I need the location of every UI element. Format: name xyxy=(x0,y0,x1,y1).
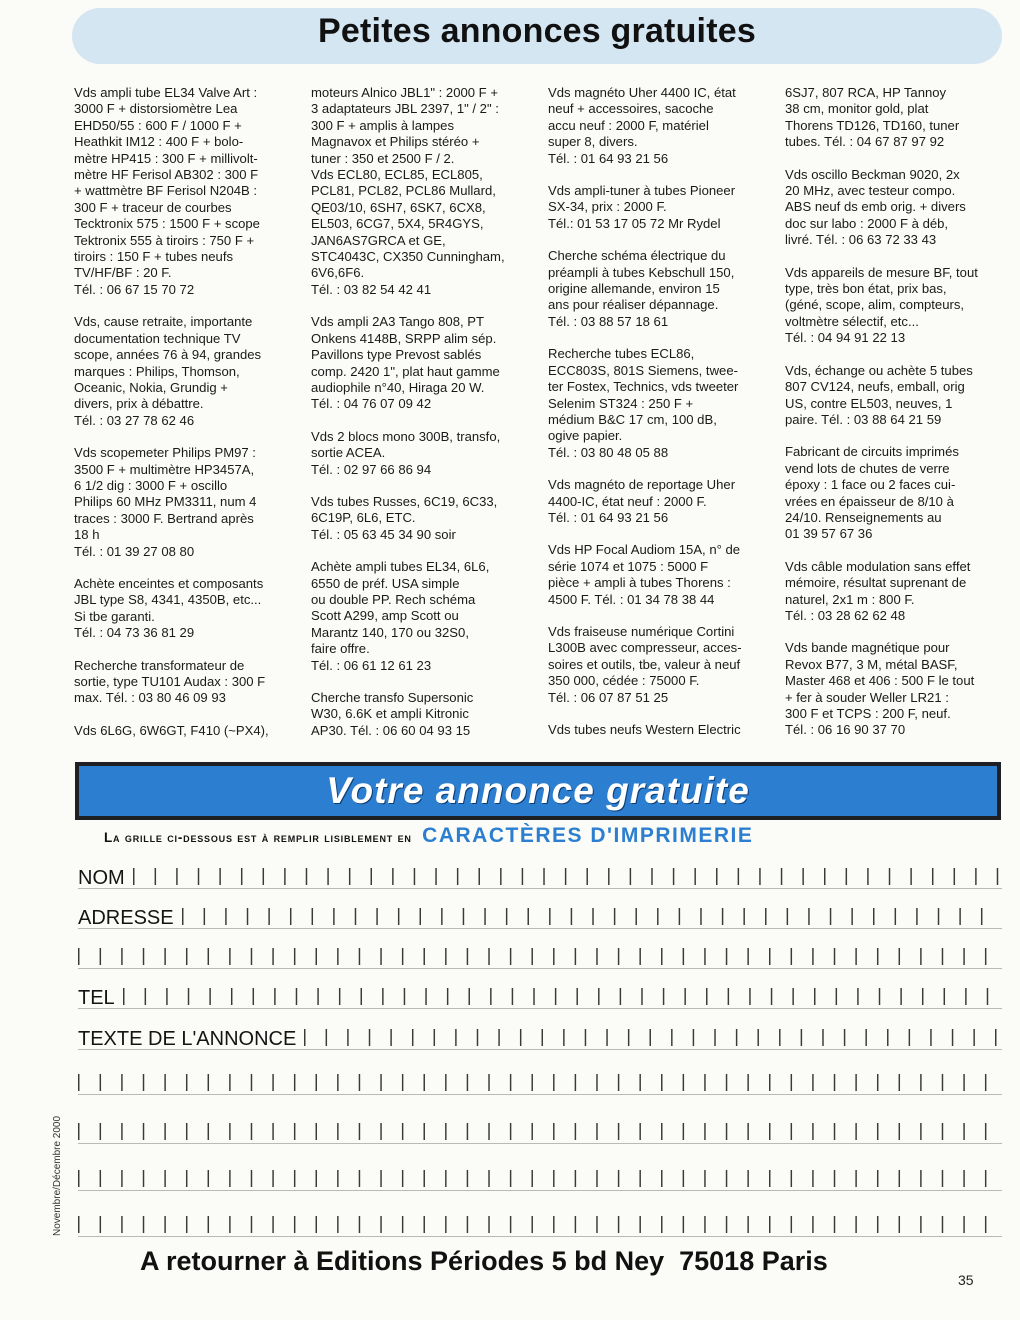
texte-input-grid[interactable] xyxy=(304,1029,1002,1046)
field-row-adresse-continued xyxy=(78,942,1002,969)
field-label-nom: NOM xyxy=(78,867,125,889)
classified-ad: Recherche tubes ECL86, ECC803S, 801S Siemens, twee- ter Fostex, Technics, vds tweeter Selenim ST324 : 250 F + médium B&C 17 cm, 100 dB, ogive papier. Tél. : 03 80 48 05 88 xyxy=(548,346,739,460)
classified-ad: Vds ampli tube EL34 Valve Art : 3000 F + distorsiomètre Lea EHD50/55 : 600 F / 1000 F + Heathkit IM12 : 400 F + bolo- mètre HP415 : 300 F + millivolt- mètre HF Ferisol AB302 : 300 F + wattmètre BF Ferisol N204B : 300 F + traceur de courbes Tecktronix 575 : 1500 F + scope Tektronix 555 à tiroirs : 750 F + tiroirs : 150 F + tubes neufs TV/HF/BF : 20 F. Tél. : 06 67 15 70 72 xyxy=(74,85,260,297)
classified-ad: Vds oscillo Beckman 9020, 2x 20 MHz, avec testeur compo. ABS neuf ds emb orig. + divers doc sur labo : 2000 F à déb, livré. Tél. : 06 63 72 33 43 xyxy=(785,166,966,248)
form-banner-panel xyxy=(79,766,997,816)
classified-ad: moteurs Alnico JBL1" : 2000 F + 3 adaptateurs JBL 2397, 1" / 2" : 300 F + amplis à lampes Magnavox et Philips stéréo + tuner : 350 et 2500 F / 2. Vds ECL80, ECL85, ECL805, PCL81, PCL82, PCL86 Mullard, QE03/10, 6SH7, 6SK7, 6CX8, EL503, 6CG7, 5X4, 5R4GYS, JAN6AS7GRCA et GE, STC4043C, CX350 Cunningham, 6V6,6F6. Tél. : 03 82 54 42 41 xyxy=(311,85,505,297)
column-3 xyxy=(548,85,785,745)
instruction-accent: CARACTÈRES D'IMPRIMERIE xyxy=(422,824,754,847)
classified-ad: Vds magnéto de reportage Uher 4400-IC, état neuf : 2000 F. Tél. : 01 64 93 21 56 xyxy=(548,477,736,525)
form-banner xyxy=(75,762,1001,820)
instruction-text: La grille ci-dessous est à remplir lisiblement en xyxy=(104,830,412,845)
classified-ad: Achète ampli tubes EL34, 6L6, 6550 de préf. USA simple ou double PP. Rech schéma Scott A299, amp Scott ou Marantz 140, 170 ou 32S0, faire offre. Tél. : 06 61 12 61 23 xyxy=(311,559,490,673)
classified-ad: Vds appareils de mesure BF, tout type, très bon état, prix bas, (géné, scope, alim, compteurs, voltmètre sélectif, etc... Tél. : 04 94 91 22 13 xyxy=(785,264,978,346)
classified-ad: Fabricant de circuits imprimés vend lots de chutes de verre époxy : 1 face ou 2 faces cui- vrées en épaisseur de 8/10 à 24/10. Renseignements au 01 39 57 67 36 xyxy=(785,444,959,542)
classified-ad: Vds ampli-tuner à tubes Pioneer SX-34, prix : 2000 F. Tél.: 01 53 17 05 72 Mr Rydel xyxy=(548,183,736,231)
texte-input-grid-line-4[interactable] xyxy=(78,1170,1002,1187)
field-row-texte-line-2 xyxy=(78,1068,1002,1095)
classified-ad: Vds tubes neufs Western Electric xyxy=(548,722,741,737)
classified-ad: Vds 6L6G, 6W6GT, F410 (~PX4), xyxy=(74,722,269,738)
classified-ad: Cherche schéma électrique du préampli à tubes Kebschull 150, origine allemande, environ 15 ans pour réaliser dépannage. Tél. : 03 88 57 18 61 xyxy=(548,248,735,329)
page-title: Petites annonces gratuites xyxy=(318,12,756,50)
column-2 xyxy=(311,85,548,745)
classified-ad: Vds bande magnétique pour Revox B77, 3 M, métal BASF, Master 468 et 406 : 500 F le tout + fer à souder Weller LR21 : 300 F et TCPS : 200 F, neuf. Tél. : 06 16 90 37 70 xyxy=(785,640,975,738)
classified-ad: Achète enceintes et composants JBL type S8, 4341, 4350B, etc... Si tbe garanti. Tél. : 04 73 36 81 29 xyxy=(74,575,264,641)
classified-ad: Vds scopemeter Philips PM97 : 3500 F + multimètre HP3457A, 6 1/2 dig : 3000 F + oscillo Philips 60 MHz PM3311, num 4 traces : 3000 F. Bertrand après 18 h Tél. : 01 39 27 08 80 xyxy=(74,445,257,559)
issue-date: Novembre/Décembre 2000 xyxy=(52,1115,63,1236)
texte-input-grid-line-5[interactable] xyxy=(78,1216,1002,1233)
field-label-texte: TEXTE DE L'ANNONCE xyxy=(78,1028,297,1050)
classifieds-columns xyxy=(74,85,1002,745)
classified-ad: Vds câble modulation sans effet mémoire, résultat suprenant de naturel, 2x1 m : 800 F. Tél. : 03 28 62 62 48 xyxy=(785,558,971,623)
field-label-tel: TEL xyxy=(78,987,115,1009)
classified-ad: Vds magnéto Uher 4400 IC, état neuf + accessoires, sacoche accu neuf : 2000 F, matériel super 8, divers. Tél. : 01 64 93 21 56 xyxy=(548,85,736,166)
classified-ad: Cherche transfo Supersonic W30, 6.6K et ampli Kitronic AP30. Tél. : 06 60 04 93 15 xyxy=(311,690,474,738)
return-address: A retourner à Editions Périodes 5 bd Ney 75018 Paris xyxy=(140,1246,828,1276)
classified-ad: Vds tubes Russes, 6C19, 6C33, 6C19P, 6L6, ETC. Tél. : 05 63 45 34 90 soir xyxy=(311,493,498,542)
adresse-input-grid-line-2[interactable] xyxy=(78,948,1002,965)
tel-input-grid[interactable] xyxy=(123,988,1002,1005)
classified-ad: Vds ampli 2A3 Tango 808, PT Onkens 4148B, SRPP alim sép. Pavillons type Prevost sablés comp. 2420 1", plat haut gamme audiophile n°40, Hiraga 20 W. Tél. : 04 76 07 09 42 xyxy=(311,314,500,412)
adresse-input-grid[interactable] xyxy=(182,908,1002,925)
field-row-texte-line-3 xyxy=(78,1117,1002,1144)
field-label-adresse: ADRESSE xyxy=(78,907,174,929)
form-instructions xyxy=(104,824,1004,848)
field-row-texte-line-4 xyxy=(78,1164,1002,1191)
field-row-nom xyxy=(78,862,1002,889)
field-row-texte xyxy=(78,1023,1002,1050)
classified-ad: Recherche transformateur de sortie, type TU101 Audax : 300 F max. Tél. : 03 80 46 09 93 xyxy=(74,657,266,706)
page-number: 35 xyxy=(958,1272,974,1288)
column-1 xyxy=(74,85,311,745)
field-row-adresse xyxy=(78,902,1002,929)
field-row-tel xyxy=(78,982,1002,1009)
classified-ad: Vds, cause retraite, importante documentation technique TV scope, années 76 à 94, grandes marques : Philips, Thomson, Oceanic, Nokia, Grundig + divers, prix à débattre. Tél. : 03 27 78 62 46 xyxy=(74,314,262,428)
nom-input-grid[interactable] xyxy=(133,868,1002,885)
column-4 xyxy=(785,85,1020,745)
classified-ad: Vds, échange ou achète 5 tubes 807 CV124, neufs, emball, orig US, contre EL503, neuves, 1 paire. Tél. : 03 88 64 21 59 xyxy=(785,362,973,427)
field-row-texte-line-5 xyxy=(78,1210,1002,1237)
classified-ad: Vds HP Focal Audiom 15A, n° de série 1074 et 1075 : 5000 F pièce + ampli à tubes Thorens : 4500 F. Tél. : 01 34 78 38 44 xyxy=(548,542,741,607)
classified-ad: Vds fraiseuse numérique Cortini L300B avec compresseur, acces- soires et outils, tbe, valeur à neuf 350 000, cédée : 75000 F. Tél. : 06 07 87 51 25 xyxy=(548,623,742,705)
texte-input-grid-line-2[interactable] xyxy=(78,1074,1002,1091)
classified-ad: 6SJ7, 807 RCA, HP Tannoy 38 cm, monitor gold, plat Thorens TD126, TD160, tuner tubes. Tél. : 04 67 87 97 92 xyxy=(785,85,960,150)
classified-ad: Vds 2 blocs mono 300B, transfo, sortie ACEA. Tél. : 02 97 66 86 94 xyxy=(311,428,501,477)
texte-input-grid-line-3[interactable] xyxy=(78,1123,1002,1140)
form-title: Votre annonce gratuite xyxy=(326,770,750,811)
